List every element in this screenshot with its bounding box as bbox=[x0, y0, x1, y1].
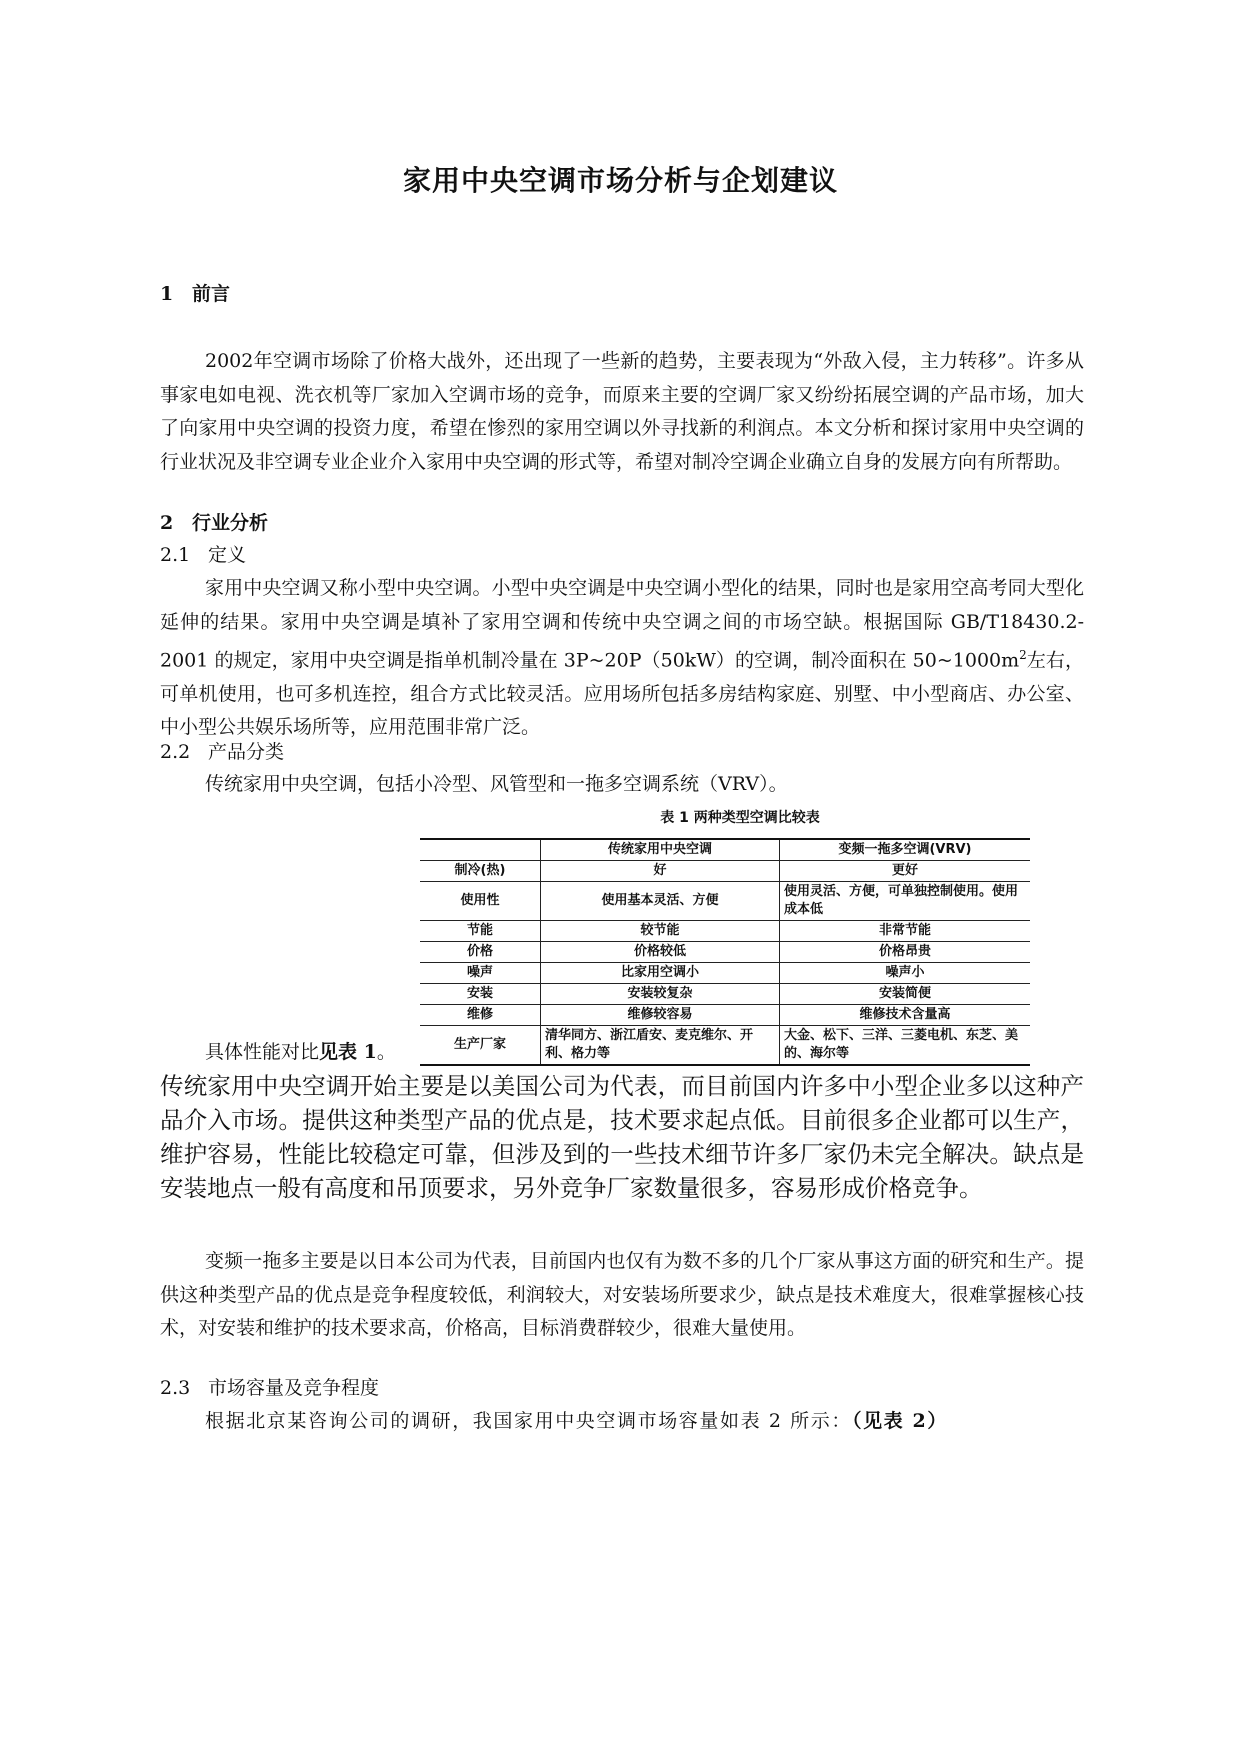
table-cell: 大金、松下、三洋、三菱电机、东芝、美的、海尔等 bbox=[780, 1026, 1031, 1066]
table-caption: 表 1 两种类型空调比较表 bbox=[660, 810, 820, 826]
table-row bbox=[420, 984, 1030, 1005]
table-cell: 使用灵活、方便，可单独控制使用。使用成本低 bbox=[780, 882, 1031, 921]
table-header-cell: 传统家用中央空调 bbox=[541, 839, 780, 861]
subsection-number: 2.3 bbox=[160, 1377, 191, 1399]
table-row bbox=[420, 882, 1030, 921]
section-number: 1 bbox=[160, 283, 174, 305]
table-row bbox=[420, 921, 1030, 942]
table-cell: 安装 bbox=[420, 984, 541, 1005]
table-cell: 生产厂家 bbox=[420, 1026, 541, 1066]
table-cell: 维修技术含量高 bbox=[780, 1005, 1031, 1026]
subsection-title: 产品分类 bbox=[208, 741, 285, 763]
table-2-reference: （见表 2） bbox=[851, 1410, 948, 1432]
paragraph-market-capacity bbox=[160, 1405, 1084, 1439]
table-cell: 价格昂贵 bbox=[780, 942, 1031, 963]
table-cell: 安装较复杂 bbox=[541, 984, 780, 1005]
paragraph-classification: 传统家用中央空调，包括小冷型、风管型和一拖多空调系统（VRV）。 bbox=[205, 773, 788, 795]
reference-end: 。 bbox=[376, 1041, 396, 1063]
section-heading-1 bbox=[160, 279, 230, 309]
table-cell: 清华同方、浙江盾安、麦克维尔、开利、格力等 bbox=[541, 1026, 780, 1066]
subsection-heading-2-2 bbox=[160, 737, 284, 767]
table-reference-line bbox=[205, 1037, 396, 1067]
table-header-row bbox=[420, 839, 1030, 861]
paragraph-text: 根据北京某咨询公司的调研，我国家用中央空调市场容量如表 2 所示： bbox=[205, 1410, 852, 1432]
table-row bbox=[420, 942, 1030, 963]
table-header-cell bbox=[420, 839, 541, 861]
comparison-table bbox=[420, 838, 1030, 1066]
table-cell: 比家用空调小 bbox=[541, 963, 780, 984]
subsection-heading-2-3 bbox=[160, 1373, 379, 1403]
subsection-heading-2-1 bbox=[160, 540, 246, 570]
section-title: 行业分析 bbox=[192, 512, 269, 534]
table-row bbox=[420, 963, 1030, 984]
table-cell: 制冷(热) bbox=[420, 861, 541, 882]
table-row bbox=[420, 1005, 1030, 1026]
subsection-number: 2.2 bbox=[160, 741, 191, 763]
paragraph-vrv: 变频一拖多主要是以日本公司为代表，目前国内也仅有为数不多的几个厂家从事这方面的研究和生产。提供这种类型产品的优点是竞争程度较低，利润较大，对安装场所要求少，缺点是技术难度大，很难掌握核心技术，对安装和维护的技术要求高，价格高，目标消费群较少，很难大量使用。 bbox=[160, 1250, 1084, 1339]
paragraph-traditional: 传统家用中央空调开始主要是以美国公司为代表，而目前国内许多中小型企业多以这种产品介入市场。提供这种类型产品的优点是，技术要求起点低。目前很多企业都可以生产，维护容易，性能比较稳定可靠，但涉及到的一些技术细节许多厂家仍未完全解决。缺点是安装地点一般有高度和吊顶要求，另外竞争厂家数量很多，容易形成价格竞争。 bbox=[160, 1072, 1084, 1202]
table-cell: 更好 bbox=[780, 861, 1031, 882]
table-row bbox=[420, 861, 1030, 882]
table-cell: 安装简便 bbox=[780, 984, 1031, 1005]
paragraph-intro: 2002年空调市场除了价格大战外，还出现了一些新的趋势，主要表现为“外敌入侵，主力转移”。许多从事家电如电视、洗衣机等厂家加入空调市场的竞争，而原来主要的空调厂家又纷纷拓展空调的产品市场，加大了向家用中央空调的投资力度，希望在惨烈的家用空调以外寻找新的利润点。本文分析和探讨家用中央空调的行业状况及非空调专业企业介入家用中央空调的形式等，希望对制冷空调企业确立自身的发展方向有所帮助。 bbox=[160, 350, 1084, 473]
table-cell: 价格较低 bbox=[541, 942, 780, 963]
reference-link-text: 见表 1 bbox=[319, 1041, 377, 1063]
page-title: 家用中央空调市场分析与企划建议 bbox=[402, 164, 838, 197]
table-cell: 好 bbox=[541, 861, 780, 882]
comparison-table-block bbox=[420, 808, 1030, 1066]
paragraph-definition bbox=[160, 572, 1084, 745]
section-heading-2 bbox=[160, 508, 268, 538]
section-number: 2 bbox=[160, 512, 174, 534]
paragraph-text: 家用中央空调又称小型中央空调。小型中央空调是中央空调小型化的结果，同时也是家用空高考同大型化延伸的结果。家用中央空调是填补了家用空调和传统中央空调之间的市场空缺。根据国际 GB/T18430.2-2001 的规定，家用中央空调是指单机制冷量在 3P~20P（50kW）的空调，制冷面积在 50~1000m bbox=[160, 577, 1084, 672]
subsection-title: 定义 bbox=[208, 544, 247, 566]
table-cell: 噪声小 bbox=[780, 963, 1031, 984]
superscript: 2 bbox=[1019, 648, 1027, 662]
table-cell: 价格 bbox=[420, 942, 541, 963]
subsection-title: 市场容量及竞争程度 bbox=[208, 1377, 380, 1399]
table-cell: 使用性 bbox=[420, 882, 541, 921]
paragraph-text: 左右，可单机使用，也可多机连控，组合方式比较灵活。应用场所包括多房结构家庭、别墅、中小型商店、办公室、中小型公共娱乐场所等，应用范围非常广泛。 bbox=[160, 649, 1084, 739]
table-cell: 维修较容易 bbox=[541, 1005, 780, 1026]
table-header-cell: 变频一拖多空调(VRV) bbox=[780, 839, 1031, 861]
table-cell: 较节能 bbox=[541, 921, 780, 942]
table-row bbox=[420, 1026, 1030, 1066]
table-cell: 维修 bbox=[420, 1005, 541, 1026]
section-title: 前言 bbox=[192, 283, 231, 305]
table-cell: 节能 bbox=[420, 921, 541, 942]
table-cell: 非常节能 bbox=[780, 921, 1031, 942]
reference-text: 具体性能对比 bbox=[205, 1041, 320, 1063]
table-cell: 噪声 bbox=[420, 963, 541, 984]
subsection-number: 2.1 bbox=[160, 544, 191, 566]
table-cell: 使用基本灵活、方便 bbox=[541, 882, 780, 921]
